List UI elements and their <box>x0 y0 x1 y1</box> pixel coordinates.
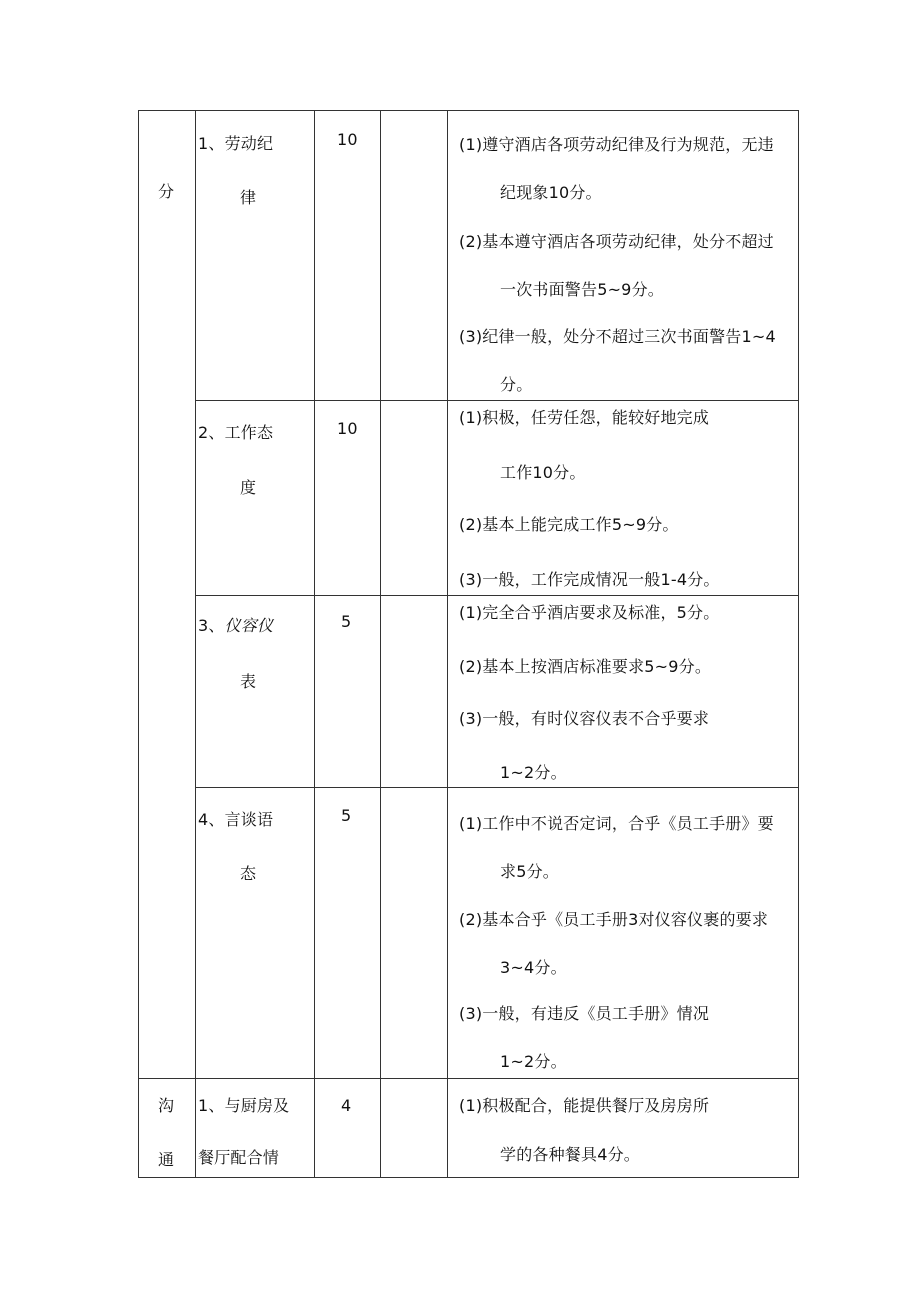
criteria-line: (3)一般，有时仪容仪表不合乎要求 <box>459 709 710 728</box>
criteria-line: (2)基本上按酒店标准要求5~9分。 <box>459 657 712 676</box>
item-title: 仪容仪 <box>224 616 274 635</box>
criteria-line: 1~2分。 <box>500 1052 567 1071</box>
row-divider <box>195 787 799 788</box>
criteria-line: (1)完全合乎酒店要求及标准，5分。 <box>459 603 720 622</box>
row-divider <box>138 1078 799 1079</box>
criteria-line: 分。 <box>500 375 533 394</box>
item-score: 5 <box>341 612 352 631</box>
item-score: 4 <box>341 1096 352 1115</box>
criteria-line: (2)基本合乎《员工手册3对仪容仪裹的要求 <box>459 910 769 929</box>
item-name: 餐厅配合情 <box>198 1148 280 1167</box>
category-label: 沟 <box>158 1096 175 1115</box>
item-name: 律 <box>240 188 257 207</box>
criteria-line: 求5分。 <box>500 862 559 881</box>
item-name: 态 <box>240 864 257 883</box>
column-divider <box>380 110 381 1178</box>
category-label: 通 <box>158 1150 175 1169</box>
item-score: 10 <box>337 130 358 149</box>
criteria-line: 纪现象10分。 <box>500 183 602 202</box>
criteria-line: (3)一般，有违反《员工手册》情况 <box>459 1004 710 1023</box>
item-score: 5 <box>341 806 352 825</box>
column-divider <box>195 110 196 1178</box>
criteria-line: (2)基本上能完成工作5~9分。 <box>459 515 679 534</box>
item-name <box>198 616 273 636</box>
criteria-line: (2)基本遵守酒店各项劳动纪律，处分不超过 <box>459 232 774 251</box>
criteria-line: 学的各种餐具4分。 <box>500 1145 640 1164</box>
criteria-line: (1)工作中不说否定词，合乎《员工手册》要 <box>459 814 774 833</box>
item-name: 度 <box>240 478 257 497</box>
table-border-top <box>138 110 799 111</box>
category-label: 分 <box>158 182 175 201</box>
table-border-bottom <box>138 1177 799 1178</box>
criteria-line: 1~2分。 <box>500 763 567 782</box>
criteria-line: (1)积极，任劳任怨，能较好地完成 <box>459 408 710 427</box>
item-name: 1、与厨房及 <box>198 1096 290 1115</box>
criteria-line: 工作10分。 <box>500 463 586 482</box>
item-name: 表 <box>240 672 257 691</box>
criteria-line: (3)一般，工作完成情况一般1-4分。 <box>459 570 720 589</box>
criteria-line: 3~4分。 <box>500 958 567 977</box>
item-name: 1、劳动纪 <box>198 134 274 153</box>
criteria-line: (3)纪律一般，处分不超过三次书面警告1~4 <box>459 327 776 346</box>
item-score: 10 <box>337 419 358 438</box>
table-border-left <box>138 110 139 1178</box>
criteria-line: (1)遵守酒店各项劳动纪律及行为规范，无违 <box>459 135 774 154</box>
criteria-line: 一次书面警告5~9分。 <box>500 280 664 299</box>
item-name: 2、工作态 <box>198 423 274 442</box>
row-divider <box>195 595 799 596</box>
criteria-line: (1)积极配合，能提供餐厅及房房所 <box>459 1096 710 1115</box>
column-divider <box>314 110 315 1178</box>
table-border-right <box>798 110 799 1178</box>
item-number: 3、 <box>198 616 225 635</box>
row-divider <box>195 400 799 401</box>
item-name: 4、言谈语 <box>198 810 274 829</box>
column-divider <box>447 110 448 1178</box>
